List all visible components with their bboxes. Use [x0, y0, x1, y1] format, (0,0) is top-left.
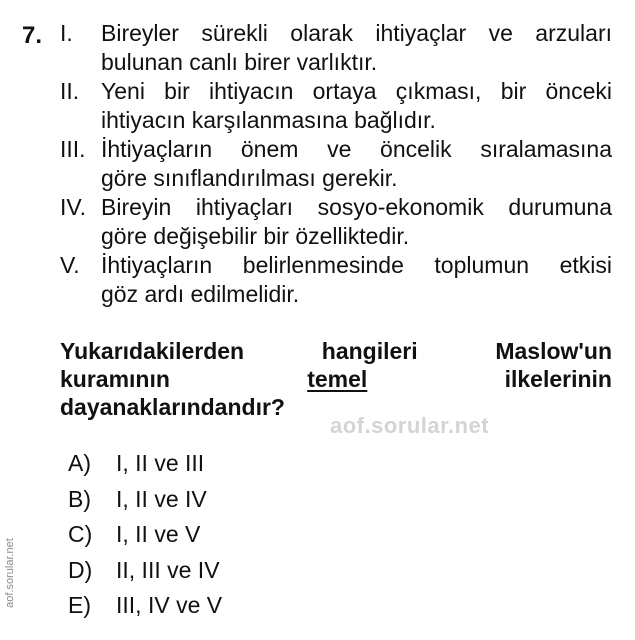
- option-a[interactable]: [68, 446, 222, 482]
- statement-text-line: göre değişebilir bir özelliktedir.: [101, 223, 410, 249]
- side-watermark: aof.sorular.net: [4, 538, 16, 608]
- option-letter: C): [68, 521, 93, 547]
- option-text: III, IV ve V: [116, 592, 223, 618]
- option-letter: A): [68, 450, 91, 476]
- statement-2: [60, 77, 612, 135]
- option-c[interactable]: [68, 517, 222, 553]
- option-text: I, II ve IV: [116, 485, 207, 512]
- prompt-word: hangileri: [321, 338, 418, 364]
- option-letter: E): [68, 592, 91, 618]
- prompt-word: kuramının: [60, 366, 170, 392]
- statement-1: [60, 19, 612, 77]
- statement-text-line: Bireyin ihtiyaçları sosyo-ekonomik durumuna: [101, 194, 612, 220]
- statement-numeral: III.: [60, 136, 86, 162]
- statement-numeral: V.: [60, 252, 80, 278]
- statement-4: [60, 193, 612, 251]
- statement-numeral: IV.: [60, 194, 87, 220]
- statement-list: [60, 19, 612, 309]
- option-text: I, II ve V: [116, 521, 201, 547]
- statement-text-line: ihtiyacın karşılanmasına bağlıdır.: [101, 107, 436, 133]
- option-d[interactable]: [68, 553, 222, 589]
- option-text: II, III ve IV: [116, 556, 220, 583]
- option-letter: D): [68, 556, 93, 583]
- statement-5: [60, 251, 612, 309]
- prompt-line-3: dayanaklarındandır?: [60, 394, 285, 420]
- statement-text-line: Yeni bir ihtiyacın ortaya çıkması, bir önceki: [101, 78, 612, 104]
- question-prompt: [60, 337, 612, 421]
- statement-3: [60, 135, 612, 193]
- question-number: 7.: [22, 22, 43, 49]
- option-text: I, II ve III: [116, 450, 205, 476]
- prompt-word: Maslow'un: [495, 338, 612, 364]
- statement-text-line: İhtiyaçların önem ve öncelik sıralamasına: [101, 136, 612, 162]
- option-letter: B): [68, 485, 91, 512]
- prompt-line-2: [60, 365, 612, 393]
- statement-text-line: göz ardı edilmelidir.: [101, 281, 300, 307]
- prompt-line-1: [60, 337, 612, 365]
- prompt-word: Yukarıdakilerden: [60, 338, 245, 364]
- statement-numeral: II.: [60, 78, 80, 104]
- statement-text-line: İhtiyaçların belirlenmesinde toplumun etkisi: [101, 252, 612, 278]
- answer-options: [68, 446, 222, 624]
- statement-text-line: Bireyler sürekli olarak ihtiyaçlar ve arzuları: [101, 20, 612, 46]
- statement-text-line: bulunan canlı birer varlıktır.: [101, 49, 378, 75]
- statement-text-line: göre sınıflandırılması gerekir.: [101, 165, 398, 191]
- option-b[interactable]: [68, 482, 222, 518]
- option-e[interactable]: [68, 588, 222, 624]
- prompt-underlined-word: temel: [307, 366, 368, 392]
- statement-numeral: I.: [60, 20, 73, 46]
- prompt-word: ilkelerinin: [504, 366, 612, 392]
- watermark: aof.sorular.net: [330, 413, 490, 438]
